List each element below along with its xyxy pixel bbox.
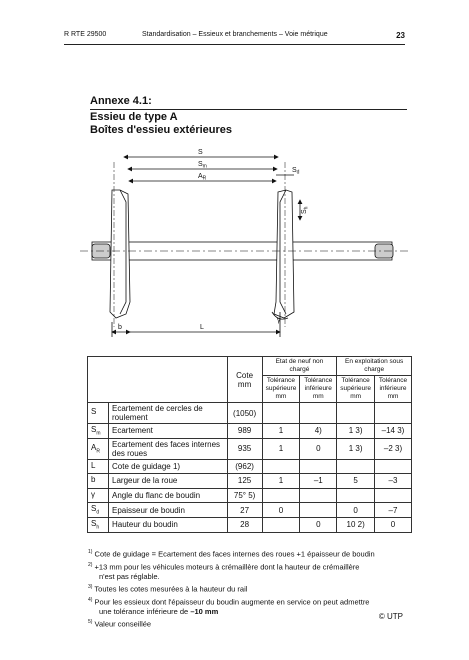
cell-n-inf [300,403,337,424]
cell-n-inf: 0 [300,517,337,532]
cell-desc: Cote de guidage 1) [109,459,228,474]
note-2: $^{2)}$ +13 mm pour les véhicules moteurs à crémaillère dont la hauteur de crémaillère [88,561,360,571]
annex-subtitle-2: Boîtes d'essieu extérieures [90,124,233,136]
label-gamma: γ [277,317,281,324]
cell-n-sup: 1 [262,438,300,459]
cell-e-inf [375,403,412,424]
cell-n-sup [262,459,300,474]
cell-cote: 989 [227,424,262,439]
cell-e-inf [375,459,412,474]
note-2-cont: n'est pas réglable. [99,572,160,581]
cell-desc: Ecartement de cercles de roulement [109,403,228,424]
cell-e-inf: –7 [375,503,412,518]
cell-n-inf: 4) [300,424,337,439]
table-row [88,459,412,474]
cell-e-inf: –3 [375,474,412,489]
copyright: © UTP [378,612,403,621]
label-b: b [118,324,122,331]
dimension-table [87,356,412,533]
cell-n-sup [262,517,300,532]
label-sd: $S_d$ [292,167,300,176]
table-row [88,474,412,489]
cell-cote: 27 [227,503,262,518]
cell-e-inf: 0 [375,517,412,532]
cell-sym: γ [88,488,109,503]
tol-inf-service: Tolérance inférieure mm [375,376,412,403]
cell-desc: Angle du flanc de boudin [109,488,228,503]
tol-sup-service: Tolérance supérieure mm [337,376,375,403]
cell-e-sup: 10 2) [337,517,375,532]
label-sm: $S_m$ [198,161,207,170]
left-wheel [110,190,130,318]
note-5: $^{5)}$ Valeur conseillée [88,619,152,629]
tol-sup-new: Tolérance supérieure mm [262,376,300,403]
cell-n-sup [262,403,300,424]
cell-e-sup [337,459,375,474]
table-corner [88,357,228,403]
cell-e-sup: 1 3) [337,424,375,439]
group-new-header: Etat de neuf non chargé [262,357,337,376]
cell-desc: Ecartement des faces internes des roues [109,438,228,459]
cell-sym: L [88,459,109,474]
cell-desc: Hauteur du boudin [109,517,228,532]
cell-desc: Epaisseur de boudin [109,503,228,518]
cell-cote: 28 [227,517,262,532]
cell-e-inf: –14 3) [375,424,412,439]
table-row [88,403,412,424]
cell-e-sup: 5 [337,474,375,489]
cell-desc: Largeur de la roue [109,474,228,489]
doc-title: Standardisation – Essieux et branchements – Voie métrique [142,31,328,38]
cell-sym: $S_h$ [88,517,109,532]
cell-n-sup [262,488,300,503]
cell-e-inf [375,488,412,503]
page-header [64,31,405,43]
note-4-cont: une tolérance inférieure de –10 mm [99,607,219,616]
cell-sym: $S_d$ [88,503,109,518]
table-row [88,488,412,503]
cell-n-inf [300,488,337,503]
table-row [88,503,412,518]
cell-e-sup: 0 [337,503,375,518]
cell-cote: 75° 5) [227,488,262,503]
table-row [88,517,412,532]
cell-cote: 935 [227,438,262,459]
cell-n-sup: 0 [262,503,300,518]
right-wheel [274,190,294,318]
note-1: $^{1)}$ Cote de guidage = Ecartement des faces internes des roues +1 épaisseur de boudin [88,549,375,559]
table-row [88,424,412,439]
cote-header: Cote mm [227,357,262,403]
cell-n-inf [300,503,337,518]
cell-e-sup: 1 3) [337,438,375,459]
title-rule [90,109,407,110]
annex-title: Annexe 4.1: [90,95,152,107]
note-3: $^{3)}$ Toutes les cotes mesurées à la hauteur du rail [88,584,248,594]
table-row [88,438,412,459]
cell-n-inf: –1 [300,474,337,489]
cell-desc: Ecartement [109,424,228,439]
cell-cote: (962) [227,459,262,474]
label-s: S [198,149,203,156]
footnotes [88,547,418,630]
cell-e-inf: –2 3) [375,438,412,459]
label-l: L [200,324,204,331]
cell-e-sup [337,488,375,503]
cell-n-inf: 0 [300,438,337,459]
note-4: $^{4)}$ Pour les essieux dont l'épaisseur du boudin augmente en service on peut admettre [88,596,370,606]
cell-n-sup: 1 [262,424,300,439]
header-rule [64,44,405,45]
page-number: 23 [396,31,405,40]
label-sh: $S_h$ [301,206,310,214]
label-ar: $A_R$ [198,173,207,182]
cell-n-sup: 1 [262,474,300,489]
group-service-header: En exploitation sous charge [337,357,412,376]
tol-inf-new: Tolérance inférieure mm [300,376,337,403]
cell-n-inf [300,459,337,474]
doc-id: R RTE 29500 [64,31,107,38]
cell-sym: $S_m$ [88,424,109,439]
annex-subtitle-1: Essieu de type A [90,111,178,123]
cell-cote: 125 [227,474,262,489]
cell-sym: b [88,474,109,489]
cell-cote: (1050) [227,403,262,424]
wheelset-diagram [80,142,410,352]
cell-sym: S [88,403,109,424]
cell-e-sup [337,403,375,424]
cell-sym: $A_R$ [88,438,109,459]
